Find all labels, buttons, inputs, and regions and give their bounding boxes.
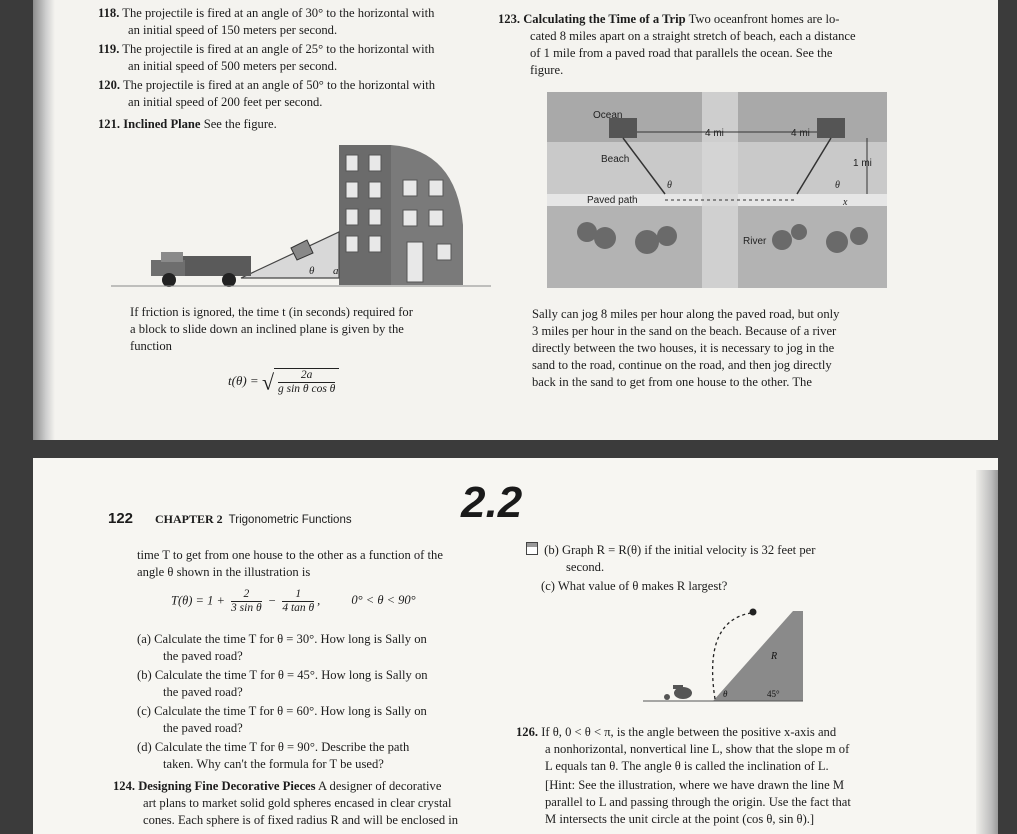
- problem-title: Calculating the Time of a Trip: [523, 12, 686, 26]
- part-text: Calculate the time T for θ = 60°. How long is Sally on: [154, 704, 427, 718]
- formula-lhs: t(θ) =: [228, 372, 259, 388]
- problem-text: cones. Each sphere is of fixed radius R and will be enclosed in: [143, 813, 459, 827]
- label-beach: Beach: [601, 154, 630, 165]
- page-spine-shadow: [33, 0, 55, 440]
- body-text: a block to slide down an inclined plane is given by the: [130, 322, 404, 336]
- problem-title: Inclined Plane: [123, 117, 201, 131]
- page-number: 122: [108, 510, 134, 527]
- part-label: (b): [544, 543, 559, 557]
- part-label: (c): [137, 704, 151, 718]
- formula-frac2-num: 1: [295, 588, 302, 600]
- part-a: [137, 631, 427, 648]
- label-theta: θ: [309, 265, 315, 277]
- projectile-hill-figure: [643, 601, 803, 711]
- problem-number: 119.: [98, 42, 120, 56]
- right-house: [817, 118, 845, 138]
- problem-text: If θ, 0 < θ < π, is the angle between the positive x-axis and: [541, 725, 837, 739]
- part-label: (c): [541, 579, 555, 593]
- body-text: sand to the road, continue on the road, and then jog directly: [532, 358, 832, 372]
- beach-map-figure: [547, 92, 887, 288]
- part-text: Calculate the time T for θ = 90°. Describe the path: [154, 740, 410, 754]
- body-text: angle θ shown in the illustration is: [137, 565, 311, 579]
- label-theta-left: θ: [667, 180, 672, 191]
- problem-text: The projectile is fired at an angle of 30° to the horizontal with: [122, 6, 435, 20]
- bottom-page: [33, 458, 998, 834]
- problem-126: [516, 724, 836, 741]
- chapter-label: CHAPTER 2: [155, 512, 223, 526]
- label-paved-path: Paved path: [587, 195, 638, 206]
- formula-frac1-den: 3 sin θ: [231, 602, 262, 614]
- problem-number: 123.: [498, 12, 521, 26]
- label-1mi: 1 mi: [853, 158, 872, 169]
- label-theta: θ: [723, 689, 728, 699]
- problem-number: 126.: [516, 725, 539, 739]
- part-text: the paved road?: [163, 721, 243, 735]
- formula-denominator: g sin θ cos θ: [278, 383, 336, 395]
- problem-123: [498, 11, 839, 28]
- problem-text: an initial speed of 200 feet per second.: [128, 95, 323, 109]
- chapter-header: [155, 511, 352, 529]
- label-4mi-right: 4 mi: [791, 128, 810, 139]
- part-text: What value of θ makes R largest?: [557, 579, 728, 593]
- problem-number: 118.: [98, 6, 120, 20]
- part-text: Calculate the time T for θ = 30°. How long is Sally on: [154, 632, 427, 646]
- body-text: function: [130, 339, 172, 353]
- cannon-operator: [664, 685, 692, 700]
- problem-text: cated 8 miles apart on a straight stretch of beach, each a distance: [530, 29, 856, 43]
- label-ocean: Ocean: [593, 110, 623, 121]
- formula-frac1-num: 2: [243, 588, 250, 600]
- part-b: [137, 667, 428, 684]
- projectile-ball: [750, 609, 757, 616]
- part-b-right: [526, 542, 815, 559]
- problem-119: [98, 41, 434, 58]
- body-text: time T to get from one house to the other as a function of the: [137, 548, 443, 562]
- top-page: [33, 0, 998, 440]
- part-label: (a): [137, 632, 151, 646]
- problem-text: art plans to market solid gold spheres encased in clear crystal: [143, 796, 452, 810]
- part-c-right: [541, 578, 727, 595]
- part-text: Graph R = R(θ) if the initial velocity is 32 feet per: [562, 543, 816, 557]
- part-c: [137, 703, 427, 720]
- problem-number: 121.: [98, 117, 121, 131]
- label-45-degrees: 45°: [767, 689, 780, 699]
- part-text: second.: [566, 560, 605, 574]
- problem-text: See the figure.: [203, 117, 277, 131]
- formula-comma: ,: [317, 593, 321, 608]
- formula-t-theta: t(θ) = √ $\frac{2a}{\text{g sin θ cos θ}}$: [228, 368, 339, 396]
- label-4mi-left: 4 mi: [705, 128, 724, 139]
- part-text: the paved road?: [163, 685, 243, 699]
- part-d: [137, 739, 409, 756]
- body-text: directly between the two houses, it is necessary to jog in the: [532, 341, 835, 355]
- formula-frac2-den: 4 tan θ: [282, 602, 315, 614]
- body-text: back in the sand to get from one house to the other. The: [532, 375, 812, 389]
- problem-text: a nonhorizontal, nonvertical line L, show that the slope m of: [545, 742, 850, 756]
- problem-text: L equals tan θ. The angle θ is called the inclination of L.: [545, 759, 829, 773]
- problem-title: Designing Fine Decorative Pieces: [138, 779, 316, 793]
- problem-121: [98, 116, 277, 133]
- handwritten-annotation: 2.2: [461, 478, 523, 527]
- problem-124: [113, 778, 441, 795]
- part-label: (d): [137, 740, 152, 754]
- formula-minus: −: [267, 593, 277, 608]
- label-x: x: [843, 197, 848, 208]
- problem-text: an initial speed of 150 meters per second.: [128, 23, 338, 37]
- problem-number: 120.: [98, 78, 121, 92]
- problem-118: [98, 5, 434, 22]
- problem-text: an initial speed of 500 meters per second.: [128, 59, 338, 73]
- problem-number: 124.: [113, 779, 136, 793]
- part-text: taken. Why can't the formula for T be used?: [163, 757, 384, 771]
- problem-text: [Hint: See the illustration, where we have drawn the line M: [545, 778, 845, 792]
- page-edge-shadow: [976, 470, 998, 834]
- body-text: If friction is ignored, the time t (in seconds) required for: [130, 305, 413, 319]
- problem-120: [98, 77, 435, 94]
- label-theta-right: θ: [835, 180, 840, 191]
- body-text: 3 miles per hour in the sand on the beach. Because of a river: [532, 324, 837, 338]
- formula-domain: 0° < θ < 90°: [351, 593, 416, 608]
- calculator-icon: [526, 542, 538, 555]
- body-text: Sally can jog 8 miles per hour along the paved road, but only: [532, 307, 840, 321]
- label-river: River: [743, 236, 767, 247]
- problem-text: M intersects the unit circle at the point (cos θ, sin θ).]: [545, 812, 815, 826]
- problem-text: of 1 mile from a paved road that parallels the ocean. See the: [530, 46, 833, 60]
- formula-numerator: 2a: [300, 369, 313, 381]
- chapter-title: Trigonometric Functions: [228, 514, 352, 526]
- hill-slope: [713, 611, 803, 701]
- inclined-plane-figure: [111, 140, 491, 300]
- problem-text: A designer of decorative: [318, 779, 442, 793]
- problem-text: figure.: [530, 63, 564, 77]
- part-text: Calculate the time T for θ = 45°. How long is Sally on: [154, 668, 428, 682]
- problem-text: Two oceanfront homes are lo-: [688, 12, 840, 26]
- left-house: [609, 118, 637, 138]
- problem-text: The projectile is fired at an angle of 25° to the horizontal with: [122, 42, 435, 56]
- problem-text: parallel to L and passing through the origin. Use the fact that: [545, 795, 851, 809]
- part-label: (b): [137, 668, 152, 682]
- formula-T-theta: [171, 588, 416, 615]
- formula-lhs: T(θ) = 1 +: [171, 593, 225, 608]
- label-R: R: [771, 651, 778, 662]
- label-a: a: [333, 265, 339, 277]
- part-text: the paved road?: [163, 649, 243, 663]
- river: [702, 92, 738, 288]
- problem-text: The projectile is fired at an angle of 50° to the horizontal with: [122, 78, 436, 92]
